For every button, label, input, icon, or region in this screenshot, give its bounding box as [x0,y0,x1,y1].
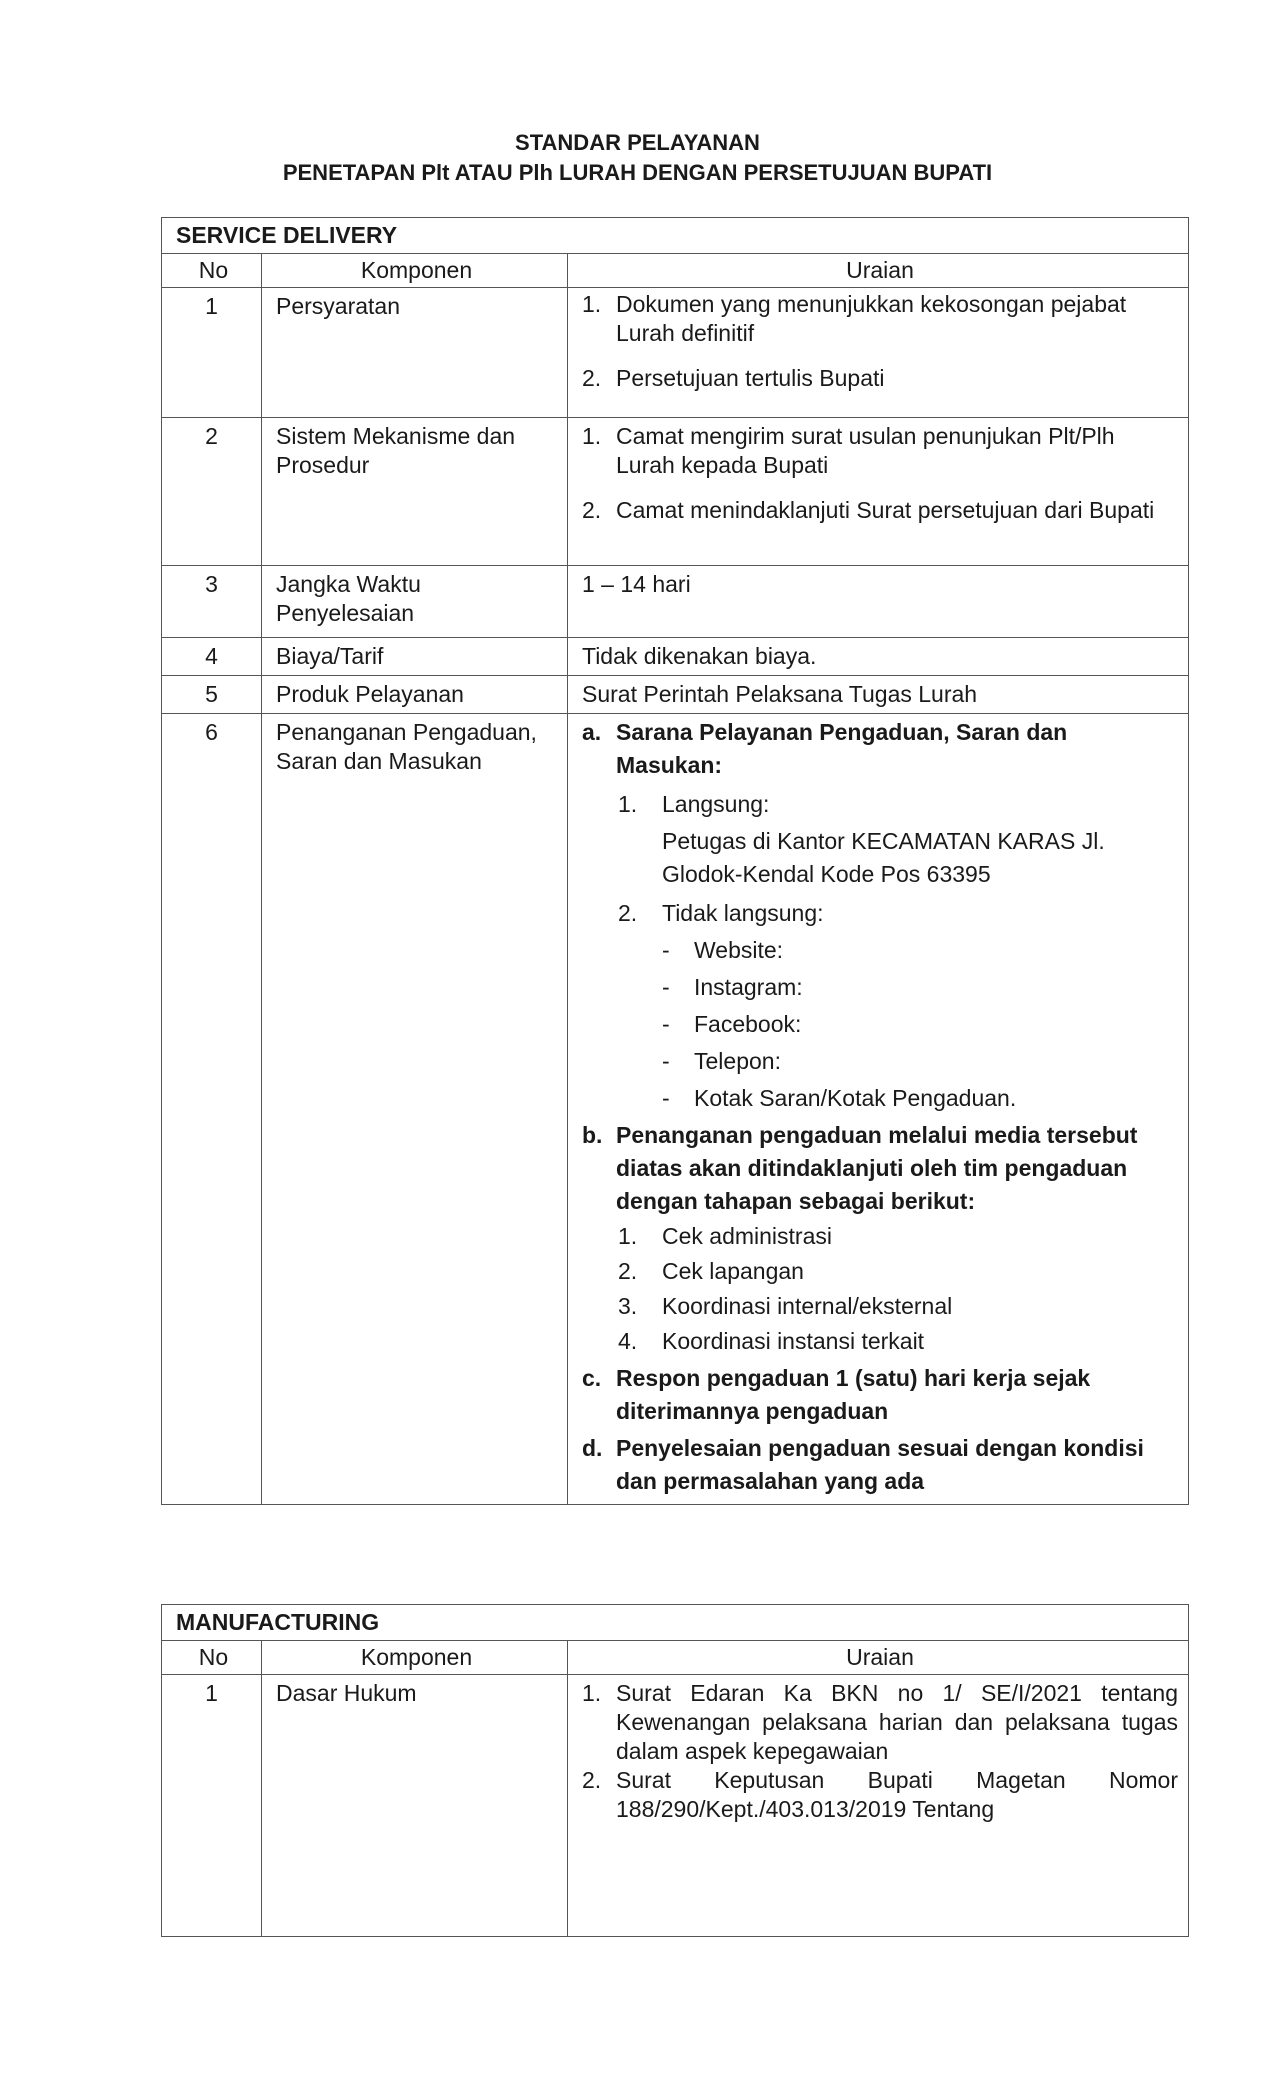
step-item: 4. Koordinasi instansi terkait [618,1328,925,1354]
row-uraian [568,1675,1189,1937]
service-delivery-table [161,217,1189,1505]
row-komponen: Dasar Hukum [262,1675,568,1937]
list-item-c: c. Respon pengaduan 1 (satu) hari kerja sejak diterimannya pengaduan [582,1365,1091,1424]
row-komponen: Penanganan Pengaduan, Saran dan Masukan [262,714,568,1505]
row-komponen: Sistem Mekanisme dan Prosedur [262,418,568,566]
table-row [162,676,1189,714]
list-item: 1. Camat mengirim surat usulan penunjukan Plt/Plh Lurah kepada Bupati [582,423,1115,478]
row-komponen: Jangka Waktu Penyelesaian [262,566,568,638]
column-header-komponen: Komponen [262,1641,568,1675]
row-komponen: Produk Pelayanan [262,676,568,714]
row-number: 3 [162,566,262,638]
row-number: 1 [162,288,262,418]
dash-list [618,934,1178,1115]
section-heading: SERVICE DELIVERY [162,218,1189,254]
step-item: 3. Koordinasi internal/eksternal [618,1293,953,1319]
table-row [162,714,1189,1505]
row-uraian [568,714,1189,1505]
document-title: STANDAR PELAYANAN [515,130,760,155]
list-item: 2. Persetujuan tertulis Bupati [582,365,885,391]
document-subtitle: PENETAPAN Plt ATAU Plh LURAH DENGAN PERSETUJUAN BUPATI [282,160,993,185]
column-header-komponen: Komponen [262,254,568,288]
list-item: 1. Surat Edaran Ka BKN no 1/ SE/I/2021 tentang Kewenangan pelaksana harian dan pelaksana tugas dalam aspek kepegawaian [582,1680,1178,1764]
table-row [162,566,1189,638]
row-uraian: 1 – 14 hari [568,566,1189,638]
row-number: 2 [162,418,262,566]
column-header-no: No [162,254,262,288]
row-number: 4 [162,638,262,676]
column-header-no: No [162,1641,262,1675]
dash-item: - Facebook: [662,1011,802,1037]
row-uraian [568,288,1189,418]
step-list [582,1220,1178,1358]
step-item: 1. Cek administrasi [618,1223,832,1249]
sub-item: 2. Tidak langsung: [618,900,824,926]
row-number: 5 [162,676,262,714]
list-item: 2. Camat menindaklanjuti Surat persetujuan dari Bupati [582,497,1155,523]
sub-item-detail: Petugas di Kantor KECAMATAN KARAS Jl. Glodok-Kendal Kode Pos 63395 [662,828,1105,887]
row-komponen: Persyaratan [262,288,568,418]
list-item: 1. Dokumen yang menunjukkan kekosongan pejabat Lurah definitif [582,291,1127,346]
section-heading: MANUFACTURING [162,1605,1189,1641]
column-header-uraian: Uraian [568,254,1189,288]
column-header-uraian: Uraian [568,1641,1189,1675]
manufacturing-table [161,1604,1189,1937]
table-row [162,288,1189,418]
table-row [162,638,1189,676]
row-number: 1 [162,1675,262,1937]
step-item: 2. Cek lapangan [618,1258,804,1284]
list-item: 2. Surat Keputusan Bupati Magetan Nomor 188/290/Kept./403.013/2019 Tentang [582,1767,1178,1822]
table-row [162,418,1189,566]
sub-item: 1. Langsung: [618,791,770,817]
table-row [162,1675,1189,1937]
row-uraian: Tidak dikenakan biaya. [568,638,1189,676]
list-item-b: b. Penanganan pengaduan melalui media tersebut diatas akan ditindaklanjuti oleh tim pengaduan dengan tahapan sebagai berikut: [582,1122,1138,1214]
row-uraian [568,418,1189,566]
list-item-d: d. Penyelesaian pengaduan sesuai dengan kondisi dan permasalahan yang ada [582,1435,1144,1494]
dash-item: - Instagram: [662,974,803,1000]
list-item-a: a. Sarana Pelayanan Pengaduan, Saran dan Masukan: [582,719,1068,778]
row-uraian: Surat Perintah Pelaksana Tugas Lurah [568,676,1189,714]
dash-item: - Website: [662,937,784,963]
row-komponen: Biaya/Tarif [262,638,568,676]
sub-list [582,788,1178,1115]
row-number: 6 [162,714,262,1505]
dash-item: - Telepon: [662,1048,781,1074]
dash-item: - Kotak Saran/Kotak Pengaduan. [662,1085,1017,1111]
